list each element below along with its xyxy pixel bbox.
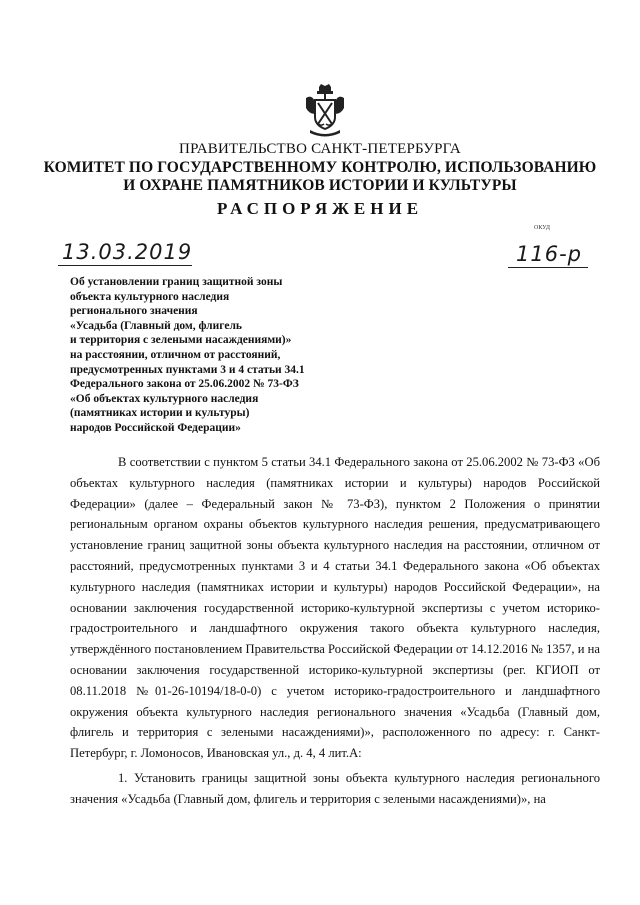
handwritten-date: 13.03.2019 [62, 240, 193, 264]
subject-line: народов Российской Федерации» [70, 421, 241, 434]
preamble-paragraph: В соответствии с пунктом 5 статьи 34.1 Федерального закона от 25.06.2002 № 73-ФЗ «Об объектах культурного наследия (памятниках истории и культуры) народов Российской Федерации» (далее – Федеральный закон № 73-ФЗ), пунктом 2 Положения о принятии региональным органом охраны объектов культурного наследия решения, предусматривающего установление границ защитной зоны объекта культурного наследия на расстоянии, отличном от расстояний, предусмотренных пунктами 3 и 4 статьи 34.1 Федерального закона «Об объектах культурного наследия (памятниках истории и культуры) народов Российской Федерации», на основании заключения государственной историко-культурной экспертизы с учетом историко-градостроительного и ландшафтного окружения такого объекта культурного наследия, утверждённого постановлением Правительства Российской Федерации от 14.12.2016 № 1357, и на основании заключения государственной историко-культурной экспертизы (рег. КГИОП от 08.11.2018 №01-26-10194/18-0-0) с учетом историко-градостроительного и ландшафтного окружения объекта культурного наследия регионального значения «Усадьба (Главный дом, флигель и территория с зелеными насаждениями)», расположенного по адресу: г. Санкт-Петербург, г. Ломоносов, Ивановская ул., д. 4, 4 лит.А: [70, 455, 600, 761]
subject-line: предусмотренных пунктами 3 и 4 статьи 34.1 [70, 363, 305, 376]
subject-line: объекта культурного наследия [70, 290, 230, 303]
okud-label: ОКУД [534, 225, 550, 231]
document-subject [70, 275, 400, 436]
number-underline [508, 267, 588, 268]
subject-line: (памятниках истории и культуры) [70, 407, 250, 420]
subject-line: регионального значения [70, 305, 198, 318]
subject-line: Федерального закона от 25.06.2002 № 73-ФЗ [70, 378, 299, 391]
subject-line: и территория с зелеными насаждениями)» [70, 334, 292, 347]
subject-line: на расстоянии, отличном от расстояний, [70, 348, 281, 361]
handwritten-number: 116-р [516, 242, 582, 266]
committee-title-line1: КОМИТЕТ ПО ГОСУДАРСТВЕННОМУ КОНТРОЛЮ, ИСПОЛЬЗОВАНИЮ [43, 159, 597, 176]
item-1-paragraph: 1. Установить границы защитной зоны объекта культурного наследия регионального значения «Усадьба (Главный дом, флигель и территория с зелеными насаждениями)», на [70, 770, 600, 806]
subject-line: «Усадьба (Главный дом, флигель [70, 319, 242, 332]
committee-title-line2: И ОХРАНЕ ПАМЯТНИКОВ ИСТОРИИ И КУЛЬТУРЫ [123, 177, 517, 194]
subject-line: «Об объектах культурного наследия [70, 392, 259, 405]
subject-line: Об установлении границ защитной зоны [70, 276, 283, 288]
document-body [70, 452, 600, 810]
date-underline [58, 265, 192, 266]
government-title: ПРАВИТЕЛЬСТВО САНКТ-ПЕТЕРБУРГА [179, 141, 461, 157]
saint-petersburg-coat-of-arms-icon [304, 84, 346, 138]
document-type-title: РАСПОРЯЖЕНИЕ [216, 199, 424, 218]
